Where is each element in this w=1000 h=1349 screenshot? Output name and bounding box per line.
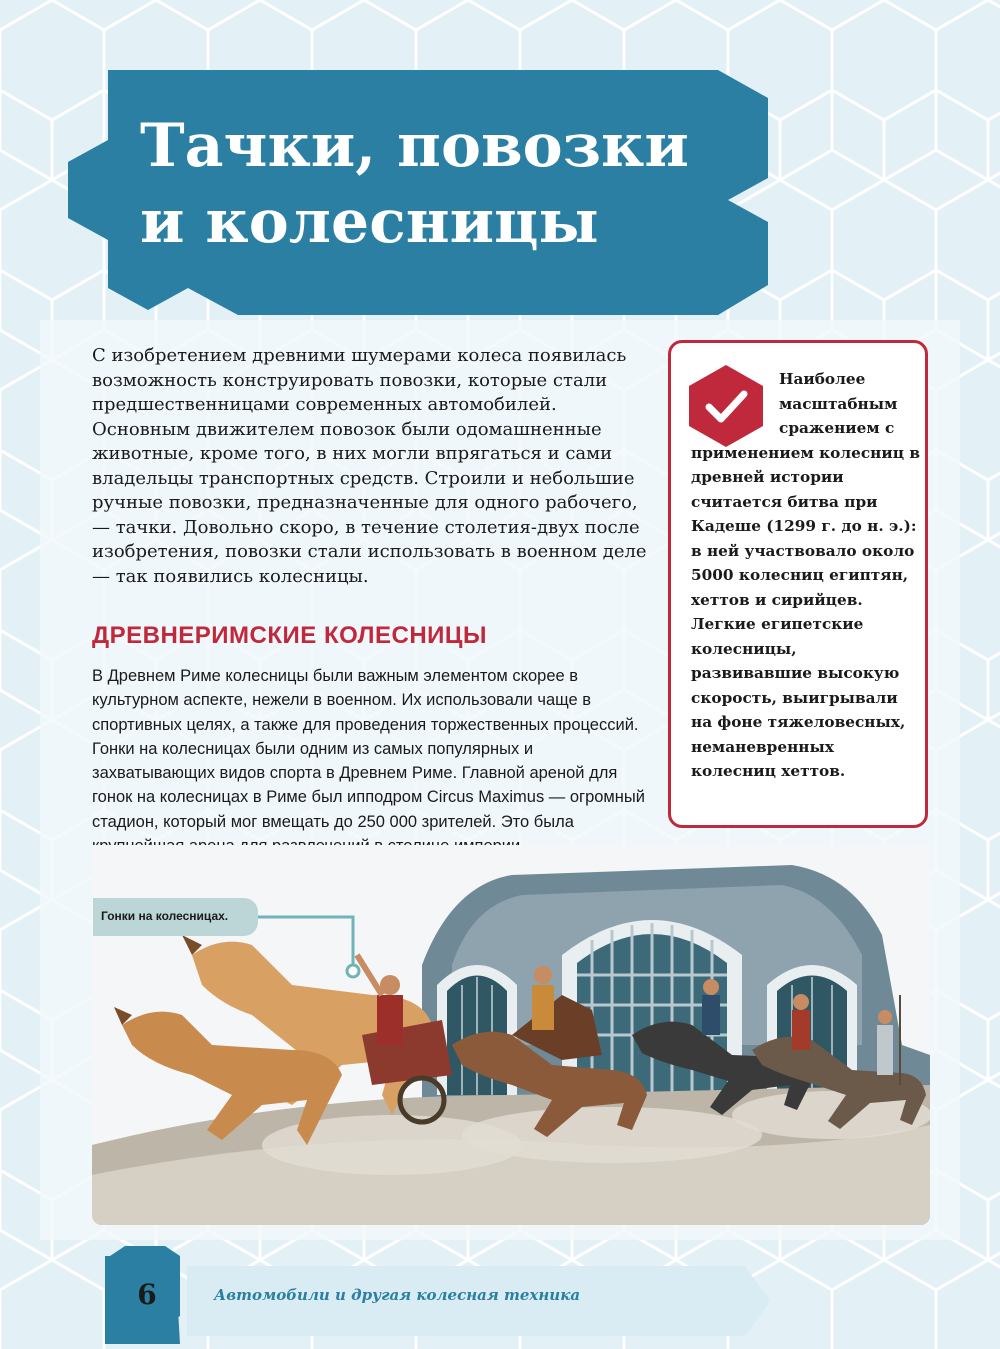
intro-paragraph: С изобретением древними шумерами колеса появилась возможность конструировать повозки, которые стали предшественницами современных автомобилей. Основным движителем повозок были одомашненные животные, кроме того, в них могли впрягаться и сами владельцы транспортных средств. Строили и небольшие ручные повозки, предназначенные для одного рабочего, — тачки. Довольно скоро, в течение столетия-двух после изобретения, повозки стали использовать в военном деле — так появились колесницы. [92,345,647,587]
illustration-callout [93,898,258,936]
title-line-2: и колесницы [140,187,599,257]
section-body: В Древнем Риме колесницы были важным элементом скорее в культурном аспекте, нежели в военном. Их использовали чаще в спортивных целях, а также для проведения торжественных процессий. Гонки на колесницах были одним из самых популярных и захватывающих видов спорта в Древнем Риме. Главной ареной для гонок на колесницах в Риме был ипподром Circus Maximus — огромный стадион, который мог вмещать до 250 000 зрителей. Это была [92,667,645,831]
book-title: Автомобили и другая колесная техника [214,1286,581,1304]
section-heading: ДРЕВНЕРИМСКИЕ КОЛЕСНИЦЫ [92,622,487,649]
title-line-1: Тачки, повозки [140,111,689,181]
callout-label: Гонки на колесницах. [101,909,229,923]
fact-box [668,340,928,828]
page-title [140,108,760,260]
page-number: 6 [137,1278,157,1311]
fact-text: Наиболее масштабным сражением с применением колесниц в древней истории считается битва при Кадеше (1299 г. до н. э.): в ней участвовало около 5000 колесниц египтян, хеттов и сирийцев. Легкие египетские колесницы, развивавшие высокую скорость, выигрывали на фоне тяжеловесных, неманевренных колесниц хеттов. [691,370,920,780]
callout-pointer [258,895,368,985]
